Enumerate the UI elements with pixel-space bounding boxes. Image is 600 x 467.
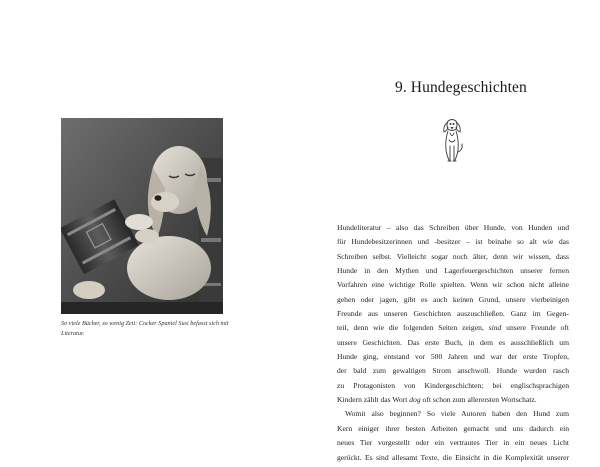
text-segment: teil, denn wie die folgenden Seiten zeigen, xyxy=(337,323,484,333)
text-line: Hunde in den Mythen und Lagerfeuergeschichten unserer fernen xyxy=(337,266,569,276)
text-line: Hunde ging, entstand vor 500 Jahren und war der erste Tropfen, xyxy=(337,352,569,362)
text-line: Vorfahren eine wichtige Rolle spielten. Wenn wir schon nicht alleine xyxy=(337,280,569,290)
text-line: Schreiben selbst. Vielleicht sogar noch älter, denn wir wissen, dass xyxy=(337,251,569,261)
text-line: Hundeliteratur – also das Schreiben über Hunde, von Hunden und xyxy=(337,223,569,232)
text-line: unsere Geschichten. Das erste Buch, in dem es ausschließlich um xyxy=(337,337,569,347)
text-line: neues Tier vorgestellt oder ein vertrautes Tier in ein neues Licht xyxy=(337,438,569,448)
text-line: Womit also beginnen? So viele Autoren haben den Hund zum xyxy=(345,409,569,419)
cocker-spaniel-photo xyxy=(61,118,223,314)
chapter-body-text xyxy=(337,221,569,465)
beagle-sketch-icon xyxy=(437,116,467,164)
text-line-with-emphasis xyxy=(337,321,569,335)
text-line: gerückt. Es sind allesamt Texte, die Einsicht in die Komplexität unserer xyxy=(337,452,569,462)
photo-caption: So viele Bücher, so wenig Zeit: Cocker Spaniel Susi befasst sich mit Literatur. xyxy=(61,320,229,337)
text-line: Freunde aus unseren Geschichten auszuschließen. Ganz im Gegen- xyxy=(337,309,569,319)
text-line: gehen oder jagen, gibt es auch keinen Grund, unsere vierbeinigen xyxy=(337,294,569,304)
emphasis-sind: sind xyxy=(488,323,502,333)
text-line: für Hundebesitzerinnen und -besitzer – ist beinahe so alt wie das xyxy=(337,237,569,247)
text-segment: schon zum allerersten Wortschatz. xyxy=(432,395,537,405)
emphasis-dog: dog xyxy=(409,395,421,405)
text-line-with-emphasis xyxy=(337,393,569,407)
text-line: Kern einiger ihrer besten Arbeiten gemacht und uns dadurch ein xyxy=(337,423,569,433)
chapter-title: 9. Hundegeschichten xyxy=(395,79,527,96)
text-segment: Kindern zählt das Wort xyxy=(337,395,408,405)
photo-illustration xyxy=(61,118,223,314)
text-segment: oft xyxy=(422,395,431,405)
text-segment: unsere Freunde oft xyxy=(506,323,569,333)
text-line: der bald zum gewaltigen Strom anschwoll. Hunde wurden rasch xyxy=(337,366,569,376)
text-line: zu Protagonisten von Kindergeschichten; bei englischsprachigen xyxy=(337,380,569,390)
